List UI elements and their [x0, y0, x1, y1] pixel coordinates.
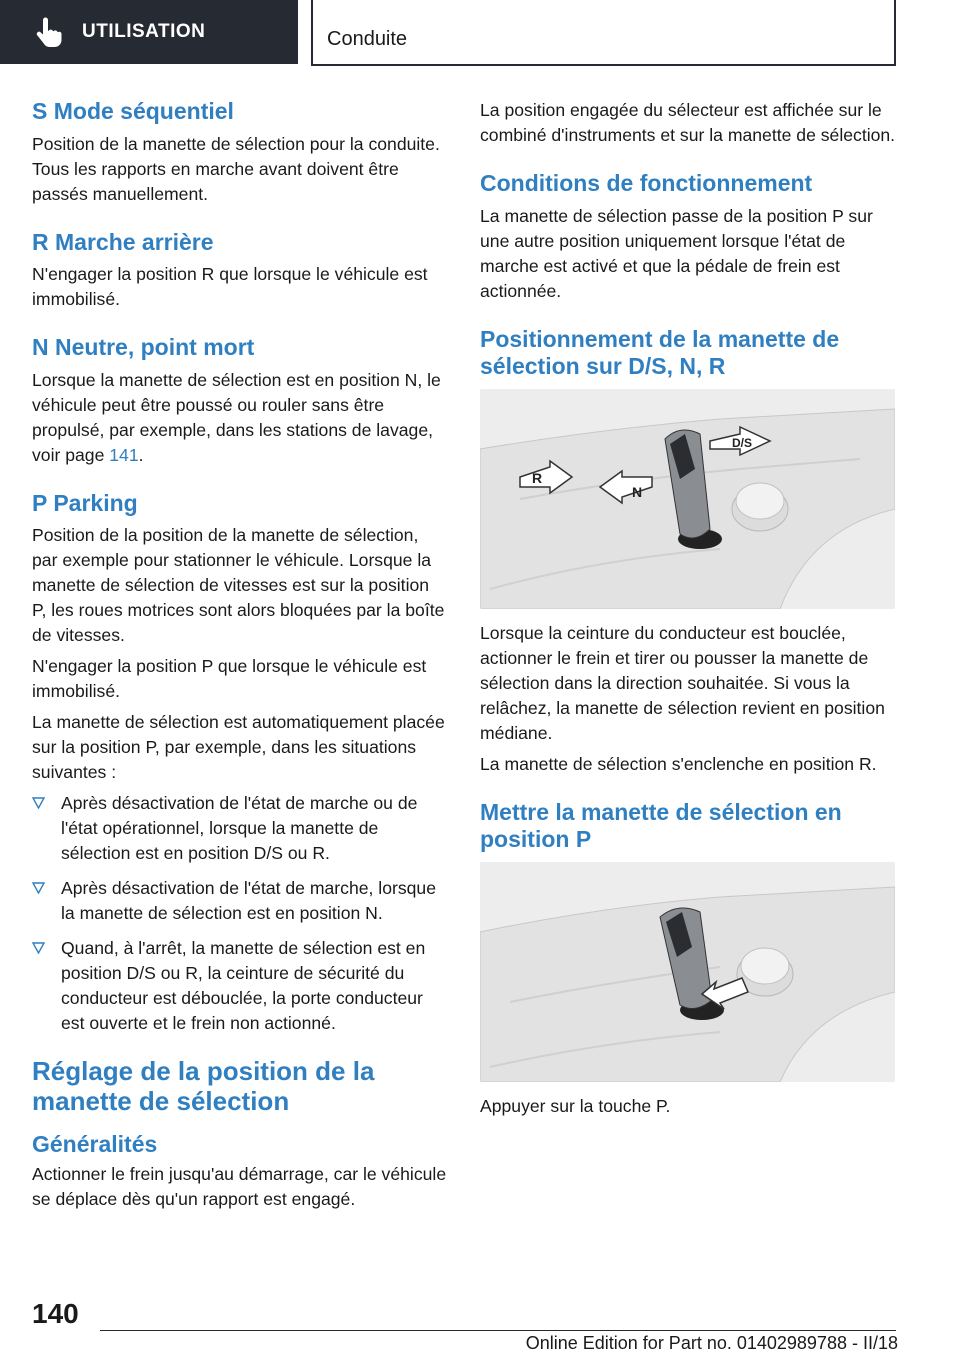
page-number: 140 — [32, 1298, 79, 1329]
n-text-before: Lorsque la manette de sélection est en position N, le véhicule peut être poussé ou rouler sans être propulsé, par exemple, dans les stations de lavage, voir page — [32, 369, 441, 465]
heading-position-p: Mettre la manette de sélection en position P — [480, 798, 842, 853]
paragraph-r-mode: N'engager la position R que lorsque le véhicule est immobilisé. — [32, 264, 428, 310]
n-text-after: . — [138, 444, 144, 465]
label-r: R — [532, 469, 543, 486]
chapter-tab — [0, 0, 298, 64]
heading-r-mode: R Marche arrière — [32, 228, 214, 255]
gear-selector-illustration — [480, 389, 895, 609]
paragraph-s-mode: Position de la manette de sélection pour la conduite. Tous les rapports en marche avant doivent être passés manuellement. — [32, 133, 440, 204]
heading-conditions: Conditions de fonctionnement — [480, 170, 813, 196]
list-item — [32, 791, 447, 866]
heading-positionnement: Positionnement de la manette de sélection sur D/S, N, R — [480, 325, 840, 380]
heading-p-mode: P Parking — [32, 489, 138, 516]
paragraph-p-mode-2: N'engager la position P que lorsque le véhicule est immobilisé. — [32, 656, 427, 702]
list-item — [32, 936, 447, 1036]
paragraph-p-mode-1: Position de la position de la manette de sélection, par exemple pour stationner le véhicule. Lorsque la manette de sélection de vitesses est sur la position P, les roues motrices sont alors bloquées par la boîte de vitesses. — [32, 525, 445, 646]
list-item-text: Après désactivation de l'état de marche ou de l'état opérationnel, lorsque la manette de sélection est en position D/S ou R. — [61, 793, 418, 864]
left-column — [32, 98, 447, 1218]
section-tab — [311, 0, 896, 66]
label-n: N — [632, 483, 643, 500]
paragraph-intro: La position engagée du sélecteur est affichée sur le combiné d'instruments et sur la manette de sélection. — [480, 100, 896, 145]
triangle-bullet-icon — [32, 882, 45, 894]
paragraph-positionnement-1: Lorsque la ceinture du conducteur est bouclée, actionner le frein et tirer ou pousser la manette de sélection dans la direction souhaitée. Si vous la relâchez, la manette de sélection revient en position médiane. — [480, 622, 885, 743]
heading-s-mode: S Mode séquentiel — [32, 98, 234, 124]
list-item — [32, 876, 447, 926]
paragraph-positionnement-2: La manette de sélection s'enclenche en position R. — [480, 753, 877, 774]
footer-edition: Online Edition for Part no. 01402989788 - II/18 — [525, 1333, 898, 1353]
paragraph-position-p: Appuyer sur la touche P. — [480, 1095, 671, 1116]
footer-divider — [100, 1330, 896, 1331]
chapter-title: UTILISATION — [82, 21, 206, 42]
triangle-bullet-icon — [32, 942, 45, 954]
triangle-bullet-icon — [32, 797, 45, 809]
page-link-141[interactable]: 141 — [109, 444, 139, 465]
paragraph-n-mode — [32, 368, 447, 468]
hand-pointer-icon — [32, 15, 66, 49]
heading-generalites: Généralités — [32, 1131, 158, 1158]
label-ds: D/S — [732, 435, 753, 450]
heading-n-mode: N Neutre, point mort — [32, 334, 255, 361]
figure-selector-ds-n-r — [480, 389, 895, 609]
figure-selector-p-button — [480, 862, 895, 1082]
paragraph-p-mode-3: La manette de sélection est automatiquement placée sur la position P, par exemple, dans les situations suivantes : — [32, 712, 445, 783]
p-button-illustration — [480, 862, 895, 1082]
bullet-list — [32, 791, 447, 1036]
right-column — [480, 98, 898, 1125]
paragraph-conditions: La manette de sélection passe de la position P sur une autre position uniquement lorsque l'état de marche est activé et que la pédale de frein est actionnée. — [480, 205, 873, 301]
paragraph-generalites: Actionner le frein jusqu'au démarrage, car le véhicule se déplace dès qu'un rapport est engagé. — [32, 1164, 447, 1210]
heading-reglage: Réglage de la position de la manette de sélection — [32, 1056, 375, 1117]
list-item-text: Après désactivation de l'état de marche, lorsque la manette de sélection est en position N. — [61, 878, 436, 924]
list-item-text: Quand, à l'arrêt, la manette de sélection est en position D/S ou R, la ceinture de sécurité du conducteur est débouclée, la porte conducteur est ouverte et le frein non actionné. — [61, 938, 426, 1034]
section-title: Conduite — [327, 28, 408, 50]
